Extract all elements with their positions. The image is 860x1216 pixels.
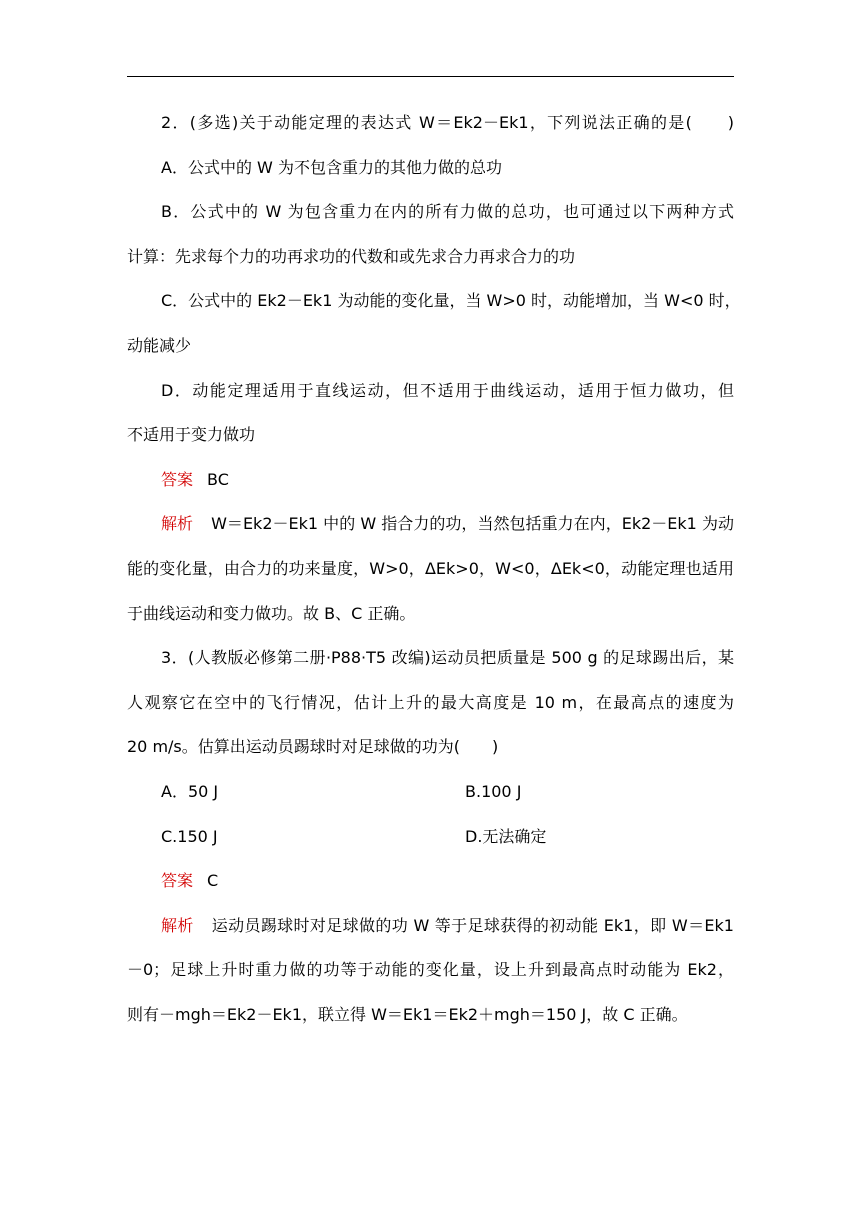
header-rule [127, 76, 734, 77]
question-2-option-d-line-1: D．动能定理适用于直线运动，但不适用于曲线运动，适用于恒力做功，但 [161, 380, 734, 400]
question-3-option-a: A．50 J [161, 781, 219, 801]
question-3-options-row-2 [127, 815, 734, 860]
question-3-answer [127, 859, 734, 904]
analysis-label: 解析 [161, 915, 194, 935]
question-2-analysis-line-2: 能的变化量，由合力的功来量度，W>0，ΔEk>0，W<0，ΔEk<0，动能定理也适用 [127, 558, 734, 578]
answer-label: 答案 [161, 871, 194, 891]
answer-label: 答案 [161, 469, 194, 489]
answer-value: C [207, 871, 219, 891]
question-2-option-c-line-2: 动能减少 [127, 335, 192, 355]
question-3-stem-line-1: 3．(人教版必修第二册·P88·T5 改编)运动员把质量是 500 g 的足球踢出后，某 [161, 648, 734, 668]
document-body [127, 101, 741, 1037]
question-3-options-row-1 [127, 770, 734, 815]
question-3-option-d: D.无法确定 [465, 826, 547, 846]
question-2-option-b-line-1: B．公式中的 W 为包含重力在内的所有力做的总功，也可通过以下两种方式 [161, 202, 734, 222]
question-2-analysis-line-1 [127, 502, 734, 547]
analysis-text: W＝Ek2－Ek1 中的 W 指合力的功，当然包括重力在内，Ek2－Ek1 为动 [211, 514, 734, 534]
answer-value: BC [207, 469, 229, 489]
question-3-stem-line-3: 20 m/s。估算出运动员踢球时对足球做的功为( ) [127, 737, 499, 757]
question-2-answer [127, 458, 734, 503]
question-2-option-d-line-2: 不适用于变力做功 [127, 425, 256, 445]
analysis-text: 运动员踢球时对足球做的功 W 等于足球获得的初动能 Ek1，即 W＝Ek1 [211, 915, 734, 935]
question-3-analysis-line-2: －0；足球上升时重力做的功等于动能的变化量，设上升到最高点时动能为 Ek2， [127, 960, 734, 980]
analysis-label: 解析 [161, 514, 194, 534]
question-3-analysis-line-1 [127, 904, 734, 949]
question-2-stem: 2．(多选)关于动能定理的表达式 W＝Ek2－Ek1，下列说法正确的是( ) [161, 113, 734, 132]
question-3-analysis-line-3: 则有－mgh＝Ek2－Ek1，联立得 W＝Ek1＝Ek2＋mgh＝150 J，故 C 正确。 [127, 1004, 688, 1024]
question-3-option-b: B.100 J [465, 781, 522, 801]
question-2-option-a: A．公式中的 W 为不包含重力的其他力做的总功 [161, 157, 502, 177]
question-2-option-b-line-2: 计算：先求每个力的功再求功的代数和或先求合力再求合力的功 [127, 246, 576, 266]
question-2-analysis-line-3: 于曲线运动和变力做功。故 B、C 正确。 [127, 603, 416, 623]
question-2-option-c-line-1: C．公式中的 Ek2－Ek1 为动能的变化量，当 W>0 时，动能增加，当 W<0 时， [161, 291, 741, 311]
question-3-stem-line-2: 人观察它在空中的飞行情况，估计上升的最大高度是 10 m，在最高点的速度为 [127, 692, 734, 712]
question-3-option-c: C.150 J [161, 826, 218, 846]
